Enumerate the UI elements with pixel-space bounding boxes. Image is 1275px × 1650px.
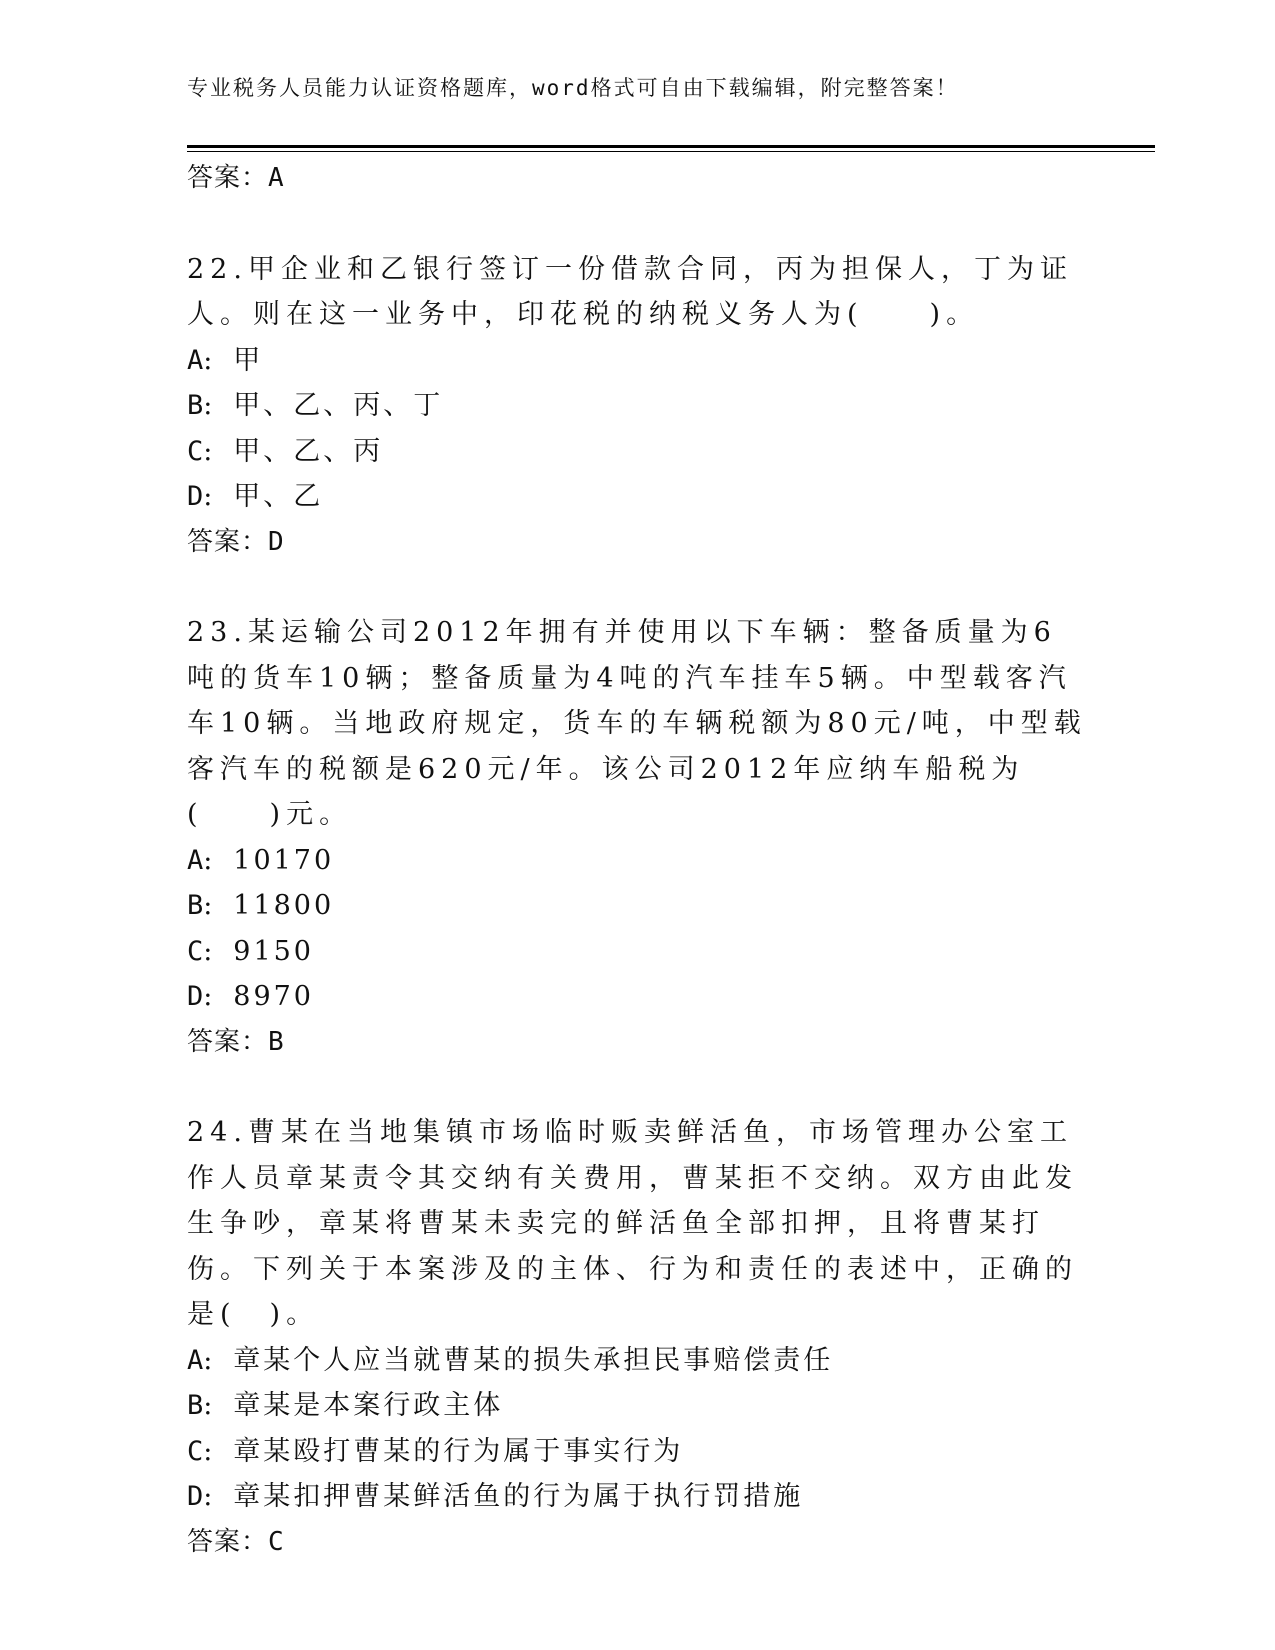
document-body (187, 156, 1087, 1565)
option-separator: : (203, 890, 216, 921)
question-stem: 22.甲企业和乙银行签订一份借款合同，丙为担保人，丁为证人。则在这一业务中，印花税的纳税义务人为( )。 (187, 253, 1073, 330)
question-stem: 23.某运输公司2012年拥有并使用以下车辆：整备质量为6吨的货车10辆；整备质量为4吨的汽车挂车5辆。中型载客汽车10辆。当地政府规定，货车的车辆税额为80元/吨，中型载客汽车的税额是620元/年。该公司2012年应纳车船税为( )元。 (187, 617, 1087, 830)
header-rule-thick (187, 145, 1155, 148)
option-a (187, 338, 1087, 384)
option-separator: : (203, 435, 216, 467)
option-separator: : (203, 1344, 216, 1376)
option-letter: A (187, 344, 204, 376)
question-stem: 24.曹某在当地集镇市场临时贩卖鲜活鱼，市场管理办公室工作人员章某责令其交纳有关费用，曹某拒不交纳。双方由此发生争吵，章某将曹某未卖完的鲜活鱼全部扣押，且将曹某打伤。下列关于本案涉及的主体、行为和责任的表述中，正确的是( )。 (187, 1117, 1078, 1330)
option-letter: A (187, 844, 204, 876)
option-a (187, 1338, 1087, 1384)
option-text: 甲、乙、丙 (233, 435, 384, 467)
question-24 (187, 1110, 1087, 1565)
option-text: 甲 (233, 344, 264, 376)
option-letter: B (187, 890, 204, 921)
option-b (187, 1383, 1087, 1429)
option-text: 章某个人应当就曹某的损失承担民事赔偿责任 (233, 1344, 834, 1376)
option-separator: : (203, 935, 216, 967)
question-23 (187, 610, 1087, 1065)
option-letter: B (187, 390, 204, 421)
answer-value: A (268, 163, 285, 193)
option-separator: : (203, 1481, 216, 1512)
question-answer (187, 1020, 1087, 1066)
answer-value: C (268, 1526, 285, 1557)
option-text: 8970 (233, 981, 314, 1012)
option-separator: : (203, 844, 216, 876)
header-rule-thin (187, 151, 1155, 152)
answer-label: 答案： (187, 1026, 269, 1057)
option-separator: : (203, 344, 216, 376)
option-separator: : (203, 481, 216, 512)
option-letter: C (187, 935, 204, 967)
previous-answer (187, 156, 1087, 202)
question-22 (187, 247, 1087, 566)
option-letter: C (187, 435, 204, 467)
option-text: 9150 (233, 935, 314, 967)
option-text: 甲、乙、丙、丁 (233, 390, 444, 421)
option-b (187, 883, 1087, 929)
question-answer (187, 520, 1087, 566)
option-text: 11800 (233, 890, 335, 921)
option-separator: : (203, 390, 216, 421)
answer-label: 答案： (187, 1526, 269, 1557)
option-c (187, 1429, 1087, 1475)
option-letter: C (187, 1435, 204, 1467)
answer-label: 答案： (187, 163, 269, 193)
option-text: 甲、乙 (233, 481, 324, 512)
question-answer (187, 1520, 1087, 1566)
option-text: 章某是本案行政主体 (233, 1390, 504, 1421)
option-c (187, 929, 1087, 975)
option-b (187, 383, 1087, 429)
answer-label: 答案： (187, 526, 269, 557)
option-c (187, 429, 1087, 475)
option-d (187, 474, 1087, 520)
option-text: 章某扣押曹某鲜活鱼的行为属于执行罚措施 (233, 1481, 804, 1512)
option-separator: : (203, 1390, 216, 1421)
option-a (187, 838, 1087, 884)
option-separator: : (203, 1435, 216, 1467)
option-d (187, 974, 1087, 1020)
option-separator: : (203, 981, 216, 1012)
answer-value: D (268, 526, 285, 557)
answer-value: B (268, 1026, 285, 1057)
option-text: 章某殴打曹某的行为属于事实行为 (233, 1435, 684, 1467)
page-header: 专业税务人员能力认证资格题库，word格式可自由下载编辑，附完整答案！ (187, 76, 959, 100)
option-letter: D (187, 1481, 204, 1512)
option-text: 10170 (233, 844, 335, 876)
option-letter: D (187, 981, 204, 1012)
option-letter: A (187, 1344, 204, 1376)
option-letter: D (187, 481, 204, 512)
option-d (187, 1474, 1087, 1520)
option-letter: B (187, 1390, 204, 1421)
